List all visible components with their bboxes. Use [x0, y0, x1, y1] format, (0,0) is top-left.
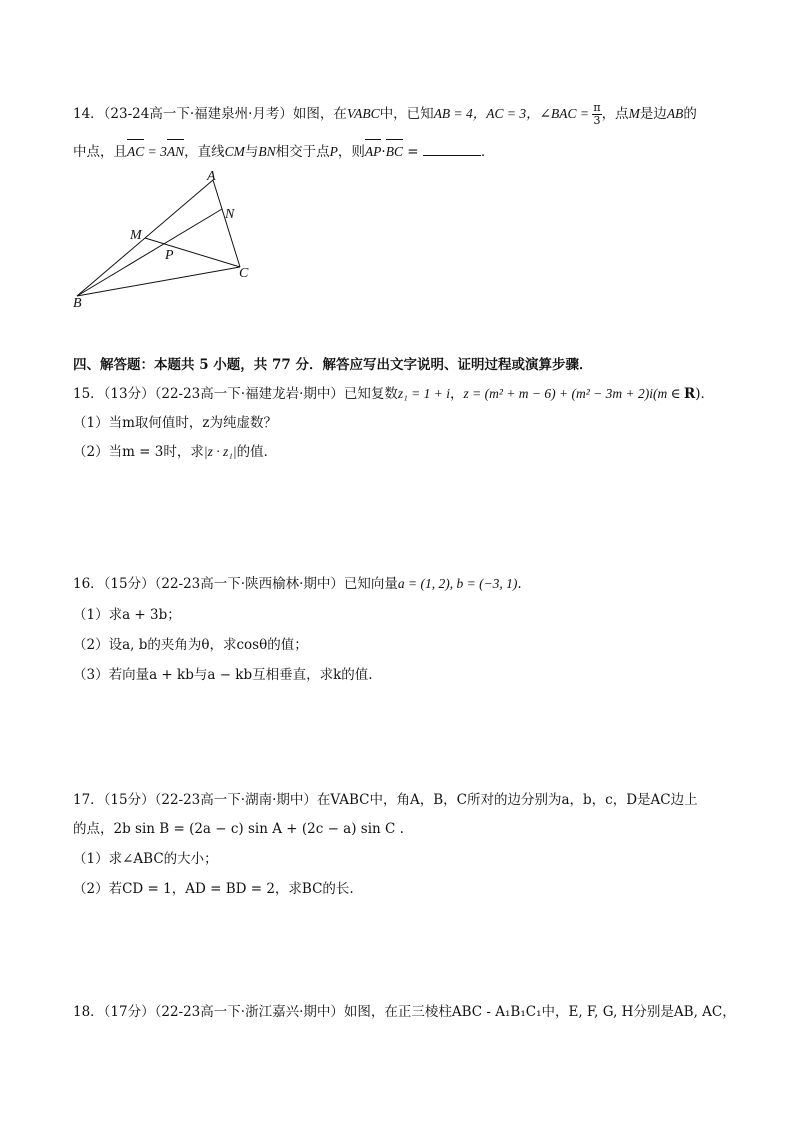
label-b: B: [73, 296, 82, 311]
q17-part2: （2）若CD = 1，AD = BD = 2，求BC的长.: [73, 881, 354, 897]
label-m: M: [130, 228, 142, 243]
segment-ac: [213, 180, 240, 267]
q17-line1: 17．（15分）（22-23高一下·湖南·期中）在VABC中，角A，B，C所对的边分别为a，b，c，D是AC边上: [73, 792, 698, 808]
answer-blank: [423, 143, 481, 156]
q15-part1: （1）当m取何值时，z为纯虚数？: [73, 415, 278, 431]
q14-conditions: AB = 4，AC = 3，∠BAC =: [433, 106, 593, 121]
q14-line2: 中点，且AC = 3AN，直线CM与BN相交于点P，则AP·BC = ．: [73, 144, 495, 160]
segment-cm: [145, 238, 240, 267]
q16-line1: 16．（15分）（22-23高一下·陕西榆林·期中）已知向量a = (1, 2), b = (−3, 1).: [73, 576, 522, 592]
label-a: A: [207, 169, 216, 184]
section-heading: 四、解答题：本题共 5 小题，共 77 分．解答应写出文字说明、证明过程或演算步骤．: [73, 357, 593, 373]
label-p: P: [165, 248, 174, 263]
q15-line1: 15．（13分）（22-23高一下·福建龙岩·期中）已知复数z₁ = 1 + i，z = (m² + m − 6) + (m² − 3m + 2)i(m ∈ R)．: [73, 386, 715, 402]
q16-part1: （1）求a + 3b；: [73, 607, 181, 623]
q17-line2: 的点，2b sin B = (2a − c) sin A + (2c − a) sin C .: [73, 821, 404, 837]
q15-part2: （2）当m = 3时，求|z · z₁|的值．: [73, 444, 278, 460]
label-c: C: [239, 266, 249, 281]
q16-part3: （3）若向量a + kb与a − kb互相垂直，求k的值.: [73, 667, 373, 683]
pi-over-three: $\frac{\pi}{3}$: [593, 101, 601, 127]
q18-line1: 18．（17分）（22-23高一下·浙江嘉兴·期中）如图，在正三棱柱ABC - A₁B₁C₁中，E, F, G, H分别是AB, AC，: [73, 1004, 736, 1020]
q17-part1: （1）求∠ABC的大小；: [73, 851, 218, 867]
q14-line1: 14．（23-24高一下·福建泉州·月考）如图，在VABC中，已知AB = 4，AC = 3，∠BAC = $\frac{\pi}{3}$ ，点M是边AB的: [73, 101, 697, 127]
q16-part2: （2）设a, b的夹角为θ，求cosθ的值；: [73, 637, 308, 653]
triangle-figure: [68, 166, 268, 316]
label-n: N: [225, 207, 235, 222]
